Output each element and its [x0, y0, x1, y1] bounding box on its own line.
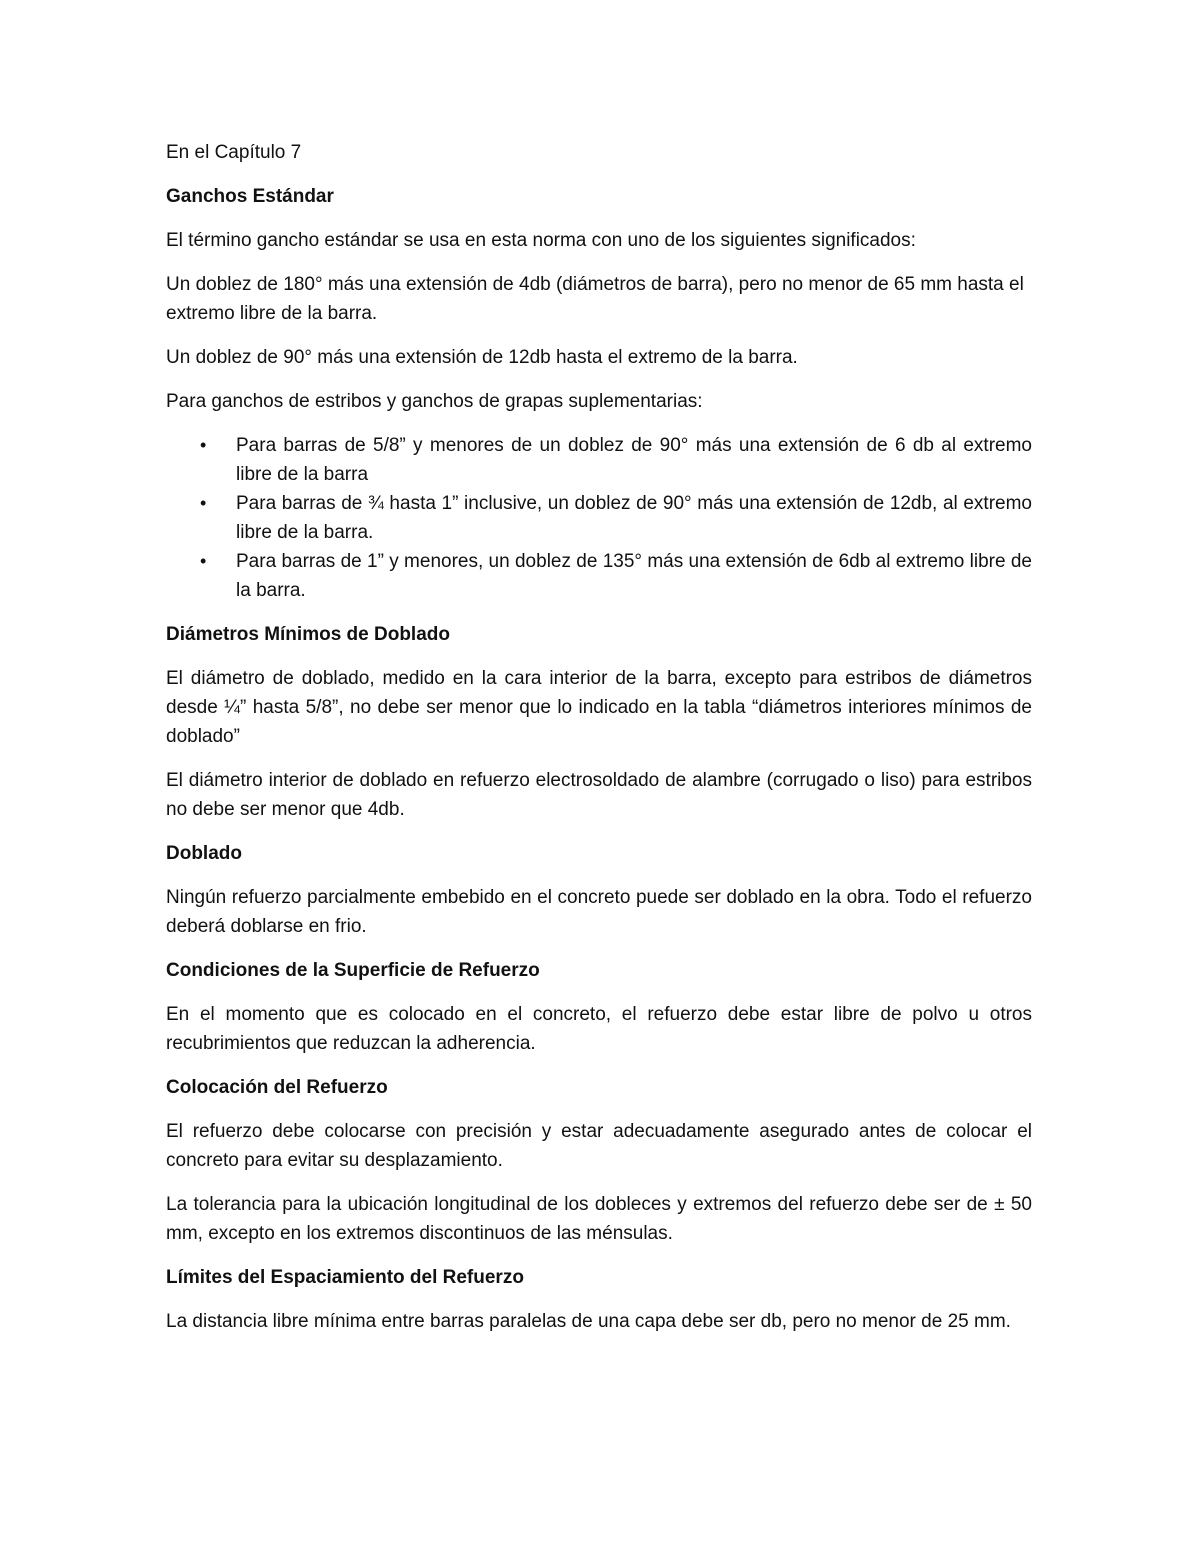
bullet-icon: •: [200, 551, 207, 571]
list-item: [166, 431, 1032, 489]
paragraph: El refuerzo debe colocarse con precisión y estar adecuadamente asegurado antes de colocar el concreto para evitar su desplazamiento.: [166, 1121, 1032, 1171]
paragraph: El diámetro de doblado, medido en la cara interior de la barra, excepto para estribos de diámetros desde ¼” hasta 5/8”, no debe ser menor que lo indicado en la tabla “diámetros interiores mínimos de doblado”: [166, 668, 1032, 747]
list-item: [166, 489, 1032, 547]
paragraph: Ningún refuerzo parcialmente embebido en el concreto puede ser doblado en la obra. Todo el refuerzo deberá doblarse en frio.: [166, 887, 1032, 937]
heading-diametros-minimos: Diámetros Mínimos de Doblado: [166, 624, 450, 645]
intro-line: En el Capítulo 7: [166, 142, 302, 163]
bullet-icon: •: [200, 493, 207, 513]
bullet-icon: •: [200, 435, 207, 455]
document-page: [166, 138, 1032, 1351]
paragraph: Un doblez de 90° más una extensión de 12db hasta el extremo de la barra.: [166, 347, 798, 368]
paragraph: El diámetro interior de doblado en refuerzo electrosoldado de alambre (corrugado o liso) para estribos no debe ser menor que 4db.: [166, 770, 1032, 820]
list-item: [166, 547, 1032, 605]
paragraph: Un doblez de 180° más una extensión de 4db (diámetros de barra), pero no menor de 65 mm hasta el extremo libre de la barra.: [166, 274, 1024, 324]
heading-doblado: Doblado: [166, 843, 242, 864]
heading-colocacion-refuerzo: Colocación del Refuerzo: [166, 1077, 388, 1098]
paragraph: El término gancho estándar se usa en esta norma con uno de los siguientes significados:: [166, 230, 916, 251]
heading-condiciones-superficie: Condiciones de la Superficie de Refuerzo: [166, 960, 540, 981]
list-item-text: Para barras de 5/8” y menores de un doblez de 90° más una extensión de 6 db al extremo libre de la barra: [236, 435, 1032, 485]
list-item-text: Para barras de 1” y menores, un doblez de 135° más una extensión de 6db al extremo libre de la barra.: [236, 551, 1032, 601]
heading-limites-espaciamiento: Límites del Espaciamiento del Refuerzo: [166, 1267, 524, 1288]
paragraph: Para ganchos de estribos y ganchos de grapas suplementarias:: [166, 391, 703, 412]
paragraph: La distancia libre mínima entre barras paralelas de una capa debe ser db, pero no menor de 25 mm.: [166, 1311, 1011, 1332]
paragraph: La tolerancia para la ubicación longitudinal de los dobleces y extremos del refuerzo debe ser de ± 50 mm, excepto en los extremos discontinuos de las ménsulas.: [166, 1194, 1032, 1244]
bullet-list: [166, 431, 1032, 605]
heading-ganchos-estandar: Ganchos Estándar: [166, 186, 334, 207]
paragraph: En el momento que es colocado en el concreto, el refuerzo debe estar libre de polvo u otros recubrimientos que reduzcan la adherencia.: [166, 1004, 1032, 1054]
list-item-text: Para barras de ¾ hasta 1” inclusive, un doblez de 90° más una extensión de 12db, al extremo libre de la barra.: [236, 493, 1032, 543]
